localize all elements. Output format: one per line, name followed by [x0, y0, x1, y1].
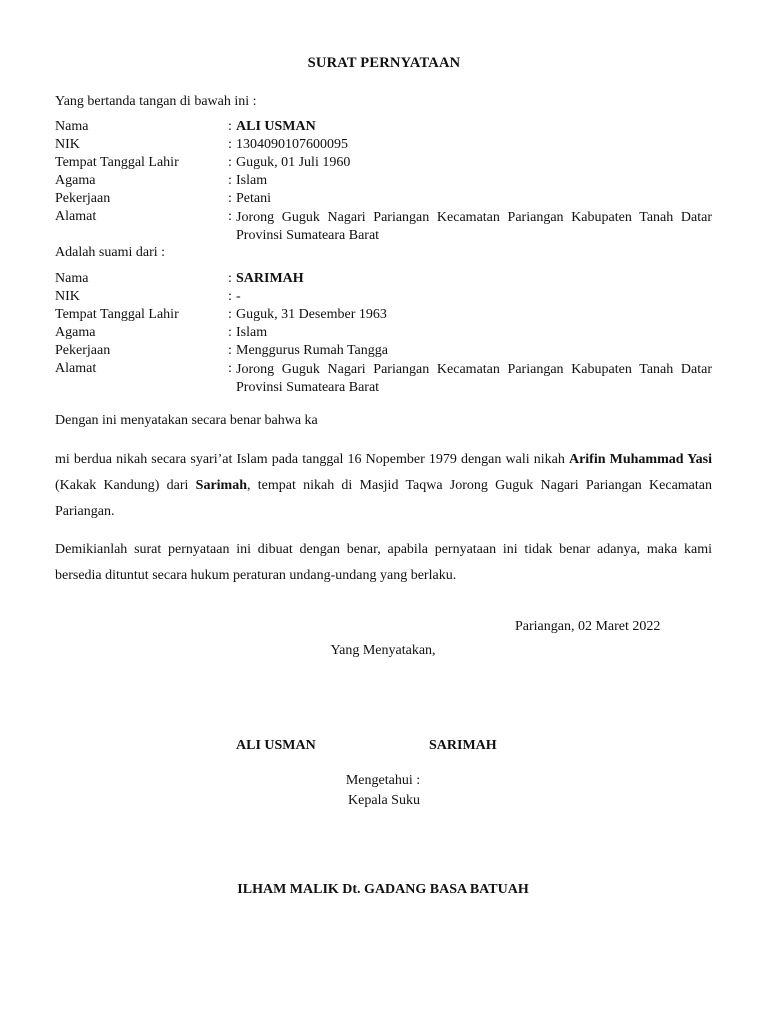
field-label: Pekerjaan [55, 343, 111, 358]
witness-name: ILHAM MALIK Dt. GADANG BASA BATUAH [237, 882, 529, 897]
field-label: Nama [55, 119, 89, 134]
field-label: NIK [55, 137, 80, 152]
relation-text: Adalah suami dari : [55, 245, 166, 260]
field-colon: : [228, 173, 232, 188]
person2-row-job [55, 343, 712, 361]
field-colon: : [228, 209, 232, 224]
field-label: Agama [55, 325, 96, 340]
person2-nik: - [236, 289, 241, 304]
place-date: Pariangan, 02 Maret 2022 [515, 619, 661, 634]
paragraph-text: mi berdua nikah secara syari’at Islam pada tanggal 16 Nopember 1979 dengan wali nikah [55, 452, 569, 467]
field-label: Alamat [55, 361, 97, 376]
person2-row-nik [55, 289, 712, 307]
person2-religion: Islam [236, 325, 268, 340]
person1-address: Jorong Guguk Nagari Pariangan Kecamatan Pariangan Kabupaten Tanah Datar Provinsi Sumateara Barat [236, 210, 712, 243]
intro-text: Yang bertanda tangan di bawah ini : [55, 94, 257, 109]
field-colon: : [228, 119, 232, 134]
field-label: Nama [55, 271, 89, 286]
person1-row-nik [55, 137, 712, 155]
declarant-label: Yang Menyatakan, [330, 643, 436, 658]
field-colon: : [228, 343, 232, 358]
person1-row-religion [55, 173, 712, 191]
witness-role: Kepala Suku [348, 793, 420, 808]
field-colon: : [228, 325, 232, 340]
guardian-name: Arifin Muhammad Yasi [568, 452, 713, 467]
person1-name: ALI USMAN [236, 119, 316, 134]
statement-line: Dengan ini menyatakan secara benar bahwa ka [55, 413, 318, 428]
person1-nik: 1304090107600095 [236, 137, 348, 152]
field-label: Tempat Tanggal Lahir [55, 307, 179, 322]
person2-job: Menggurus Rumah Tangga [236, 343, 388, 358]
bride-name: Sarimah [195, 478, 248, 493]
person1-row-name [55, 119, 712, 137]
person2-birth: Guguk, 31 Desember 1963 [236, 307, 387, 322]
field-colon: : [228, 361, 232, 376]
marriage-paragraph [55, 447, 712, 525]
person1-row-birth [55, 155, 712, 173]
person2-row-name [55, 271, 712, 289]
field-label: Tempat Tanggal Lahir [55, 155, 179, 170]
field-colon: : [228, 289, 232, 304]
closing-paragraph: Demikianlah surat pernyataan ini dibuat dengan benar, apabila pernyataan ini tidak benar adanya, maka kami bersedia dituntut secara hukum peraturan undang-undang yang berlaku. [55, 542, 712, 583]
paragraph-text: , tempat nikah di Masjid Taqwa Jorong Guguk Nagari Pariangan Kecamatan Pariangan. [55, 478, 712, 519]
person1-birth: Guguk, 01 Juli 1960 [236, 155, 351, 170]
person2-row-birth [55, 307, 712, 325]
signer-sarimah: SARIMAH [429, 738, 497, 753]
signer-ali-usman: ALI USMAN [236, 738, 316, 753]
person1-religion: Islam [236, 173, 268, 188]
field-colon: : [228, 271, 232, 286]
witness-label: Mengetahui : [345, 773, 421, 788]
field-colon: : [228, 155, 232, 170]
field-colon: : [228, 307, 232, 322]
person2-row-religion [55, 325, 712, 343]
field-label: Agama [55, 173, 96, 188]
person1-row-job [55, 191, 712, 209]
field-colon: : [228, 137, 232, 152]
person2-name: SARIMAH [236, 271, 304, 286]
field-label: Pekerjaan [55, 191, 111, 206]
person2-address: Jorong Guguk Nagari Pariangan Kecamatan Pariangan Kabupaten Tanah Datar Provinsi Sumateara Barat [236, 362, 712, 395]
person1-job: Petani [236, 191, 271, 206]
document-title: SURAT PERNYATAAN [307, 55, 461, 71]
field-label: Alamat [55, 209, 97, 224]
field-colon: : [228, 191, 232, 206]
field-label: NIK [55, 289, 80, 304]
paragraph-text: (Kakak Kandung) dari [55, 478, 196, 493]
